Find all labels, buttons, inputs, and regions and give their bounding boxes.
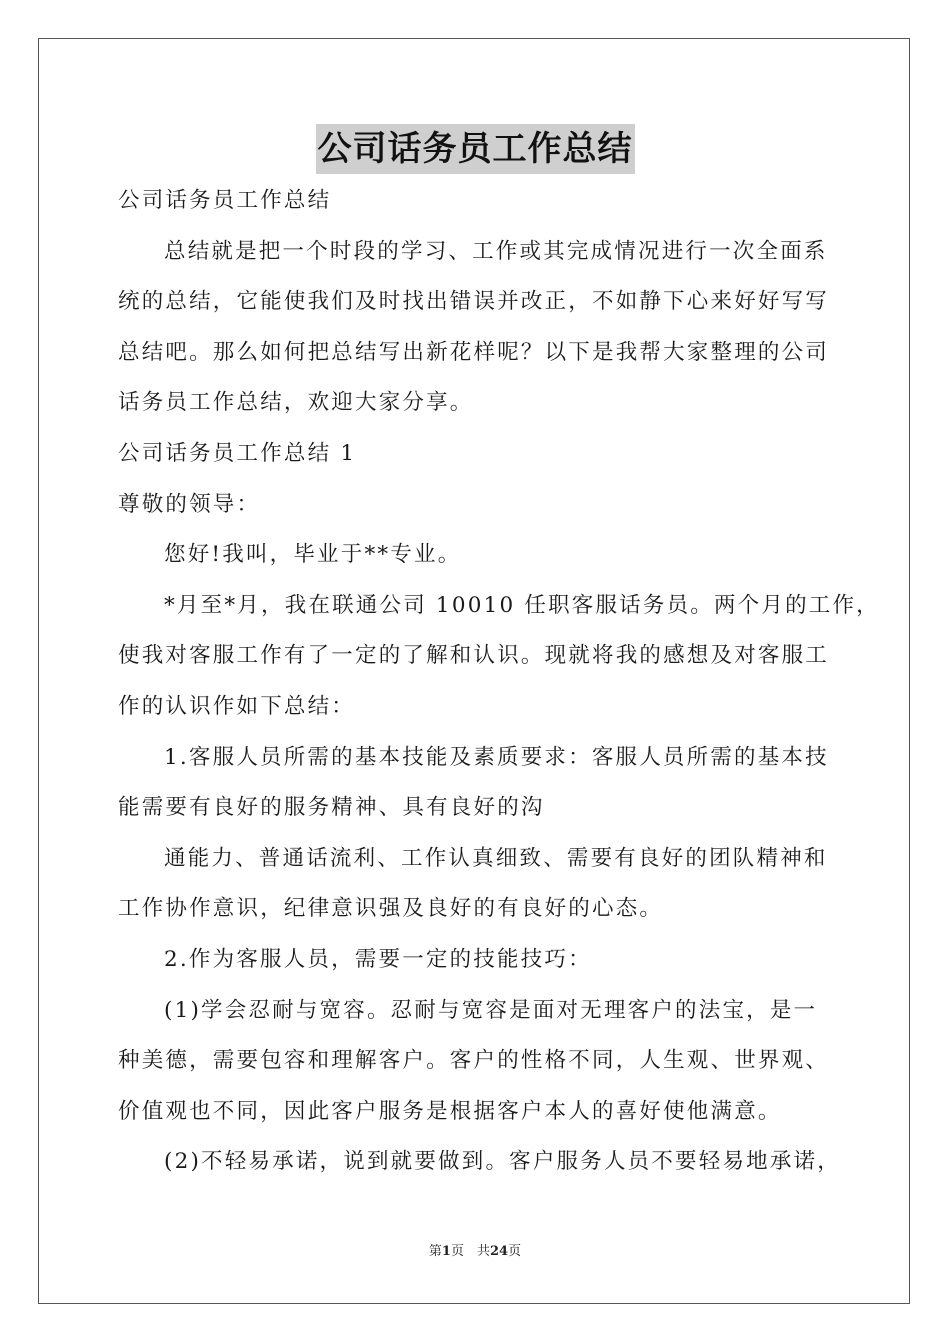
footer-page-prefix: 第 (428, 1244, 442, 1259)
footer-page-number: 1 (441, 1244, 451, 1259)
page-footer (0, 1240, 950, 1259)
text-line: (2)不轻易承诺，说到就要做到。客户服务人员不要轻易地承诺， (164, 1149, 841, 1175)
text-line: 工作协作意识，纪律意识强及良好的有良好的心态。 (118, 896, 664, 922)
text-line: 能需要有良好的服务精神、具有良好的沟 (118, 795, 545, 821)
text-line: 话务员工作总结，欢迎大家分享。 (118, 390, 474, 416)
text-line: 2.作为客服人员，需要一定的技能技巧： (164, 946, 592, 972)
footer-total-pages: 24 (489, 1244, 509, 1259)
text-line: (1)学会忍耐与宽容。忍耐与宽容是面对无理客户的法宝，是一 (164, 997, 818, 1023)
text-line: 尊敬的领导： (118, 491, 261, 517)
footer-page-mid: 页 共 (450, 1244, 490, 1259)
document-title: 公司话务员工作总结 (316, 124, 635, 174)
text-line: 您好!我叫，毕业于**专业。 (164, 542, 462, 568)
text-line: 统的总结，它能使我们及时找出错误并改正，不如静下心来好好写写 (118, 289, 830, 315)
text-line: 种美德，需要包容和理解客户。客户的性格不同，人生观、世界观、 (118, 1048, 830, 1074)
text-line: 总结就是把一个时段的学习、工作或其完成情况进行一次全面系 (164, 238, 828, 264)
text-line: 公司话务员工作总结 (118, 188, 332, 213)
text-line: 总结吧。那么如何把总结写出新花样呢？以下是我帮大家整理的公司 (118, 339, 830, 365)
text-line: 使我对客服工作有了一定的了解和认识。现就将我的感想及对客服工 (118, 643, 830, 669)
footer-page-suffix: 页 (508, 1244, 522, 1259)
text-line: 公司话务员工作总结 1 (118, 440, 357, 466)
title-container (0, 124, 950, 174)
document-body (118, 176, 880, 1188)
text-line: 通能力、普通话流利、工作认真细致、需要有良好的团队精神和 (164, 845, 828, 871)
text-line: *月至*月，我在联通公司 10010 任职客服话务员。两个月的工作， (164, 592, 880, 618)
text-line: 价值观也不同，因此客户服务是根据客户本人的喜好使他满意。 (118, 1098, 782, 1124)
text-line: 1.客服人员所需的基本技能及素质要求：客服人员所需的基本技 (164, 744, 829, 770)
text-line: 作的认识作如下总结： (118, 693, 356, 719)
